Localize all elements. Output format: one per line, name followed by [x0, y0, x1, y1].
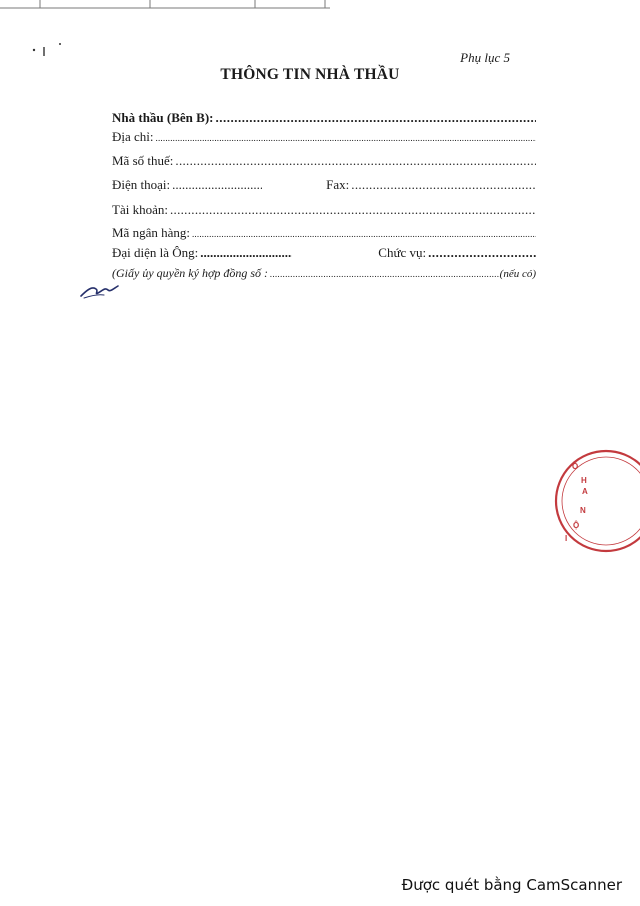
tax-code-blank: [173, 153, 536, 169]
contractor-blank: [214, 110, 537, 126]
account-field: [112, 202, 536, 218]
seal-text: H: [581, 476, 587, 485]
phone-fax-field: [112, 177, 536, 193]
red-seal-stamp: [548, 446, 640, 556]
phone-blank: [170, 177, 262, 193]
annex-label: Phụ lục 5: [460, 50, 510, 65]
contractor-label: Nhà thầu (Bên B):: [112, 110, 214, 125]
scanner-watermark: Được quét bằng CamScanner: [401, 876, 622, 894]
authorization-blank: [268, 269, 500, 279]
seal-ring: [548, 446, 640, 556]
authorization-field: [112, 266, 536, 281]
phone-label: Điện thoại:: [112, 177, 171, 192]
position-blank: [426, 245, 536, 261]
fax-blank: [349, 177, 536, 193]
page-title: THÔNG TIN NHÀ THẦU: [220, 66, 400, 83]
fax-label: Fax:: [326, 177, 350, 192]
account-blank: [168, 202, 536, 218]
position-label: Chức vụ:: [378, 245, 427, 260]
scan-specks: [30, 38, 70, 58]
address-blank: [154, 133, 536, 143]
address-field: [112, 129, 536, 145]
representative-field: [112, 245, 536, 261]
seal-text: Ồ: [572, 462, 579, 471]
address-label: Địa chỉ:: [112, 129, 154, 144]
seal-text: N: [580, 506, 586, 515]
tax-code-field: [112, 153, 536, 169]
contractor-field: [112, 110, 536, 126]
authorization-note: (nếu có): [499, 268, 536, 280]
bank-code-label: Mã ngân hàng:: [112, 225, 190, 240]
seal-text: I: [565, 534, 568, 543]
tax-code-label: Mã số thuế:: [112, 153, 174, 168]
bank-code-field: [112, 225, 536, 241]
seal-text: Ộ: [573, 521, 580, 530]
authorization-label: (Giấy ủy quyền ký hợp đồng số :: [112, 266, 269, 280]
representative-label: Đại diện là Ông:: [112, 245, 199, 260]
scan-edge-lines: [0, 0, 640, 10]
seal-text: A: [582, 487, 588, 496]
signature-mark: [78, 272, 122, 302]
bank-code-blank: [190, 229, 536, 239]
account-label: Tài khoản:: [112, 202, 168, 217]
representative-blank: [198, 245, 292, 261]
